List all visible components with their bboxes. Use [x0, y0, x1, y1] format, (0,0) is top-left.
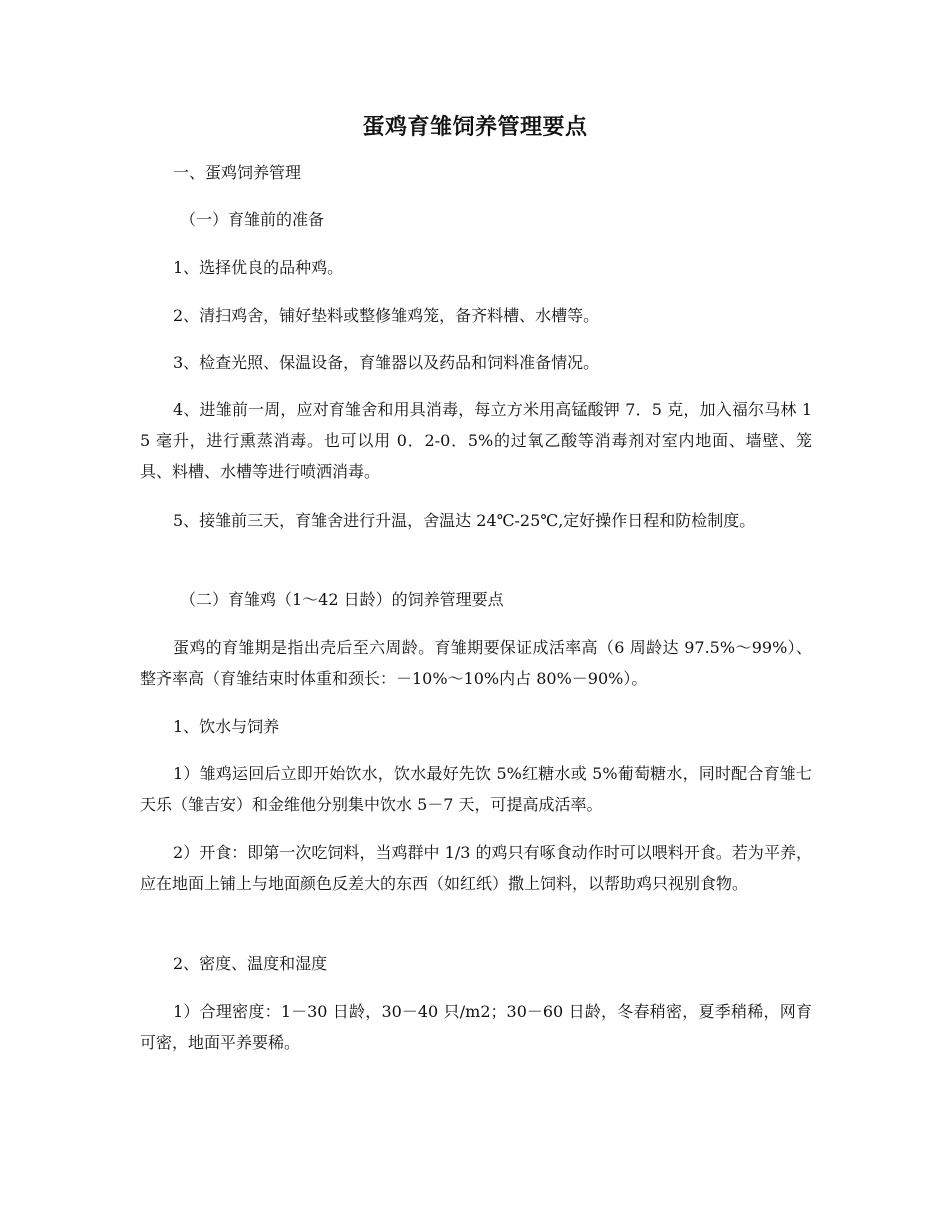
subsection-heading-3: 1、饮水与饲养: [173, 717, 280, 736]
paragraph-3: 3、检查光照、保温设备，育雏器以及药品和饲料准备情况。: [173, 353, 600, 372]
subsection-heading-1: （一）育雏前的准备: [180, 210, 325, 229]
document-title: 蛋鸡育雏饲养管理要点: [362, 114, 588, 140]
paragraph-9: 1）合理密度：1－30 日龄，30－40 只/m2；30－60 日龄，冬春稍密，夏季稍稀，网育可密，地面平养要稀。: [140, 1002, 812, 1052]
subsection-heading-2: （二）育雏鸡（1～42 日龄）的饲养管理要点: [180, 590, 504, 609]
paragraph-7: 1）雏鸡运回后立即开始饮水，饮水最好先饮 5%红糖水或 5%葡萄糖水，同时配合育雏七天乐（雏吉安）和金维他分别集中饮水 5－7 天，可提高成活率。: [140, 764, 812, 814]
paragraph-4: 4、进雏前一周，应对育雏舍和用具消毒，每立方米用高锰酸钾 7．5 克，加入福尔马林 15 毫升，进行熏蒸消毒。也可以用 0．2-0．5%的过氧乙酸等消毒剂对室内地面、墙壁、笼具、料槽、水槽等进行喷洒消毒。: [140, 400, 812, 481]
section-heading-1: 一、蛋鸡饲养管理: [173, 163, 302, 182]
paragraph-1: 1、选择优良的品种鸡。: [173, 258, 344, 277]
paragraph-6: 蛋鸡的育雏期是指出壳后至六周龄。育雏期要保证成活率高（6 周龄达 97.5%～99%）、整齐率高（育雏结束时体重和颈长：－10%～10%内占 80%－90%）。: [140, 638, 812, 688]
paragraph-5: 5、接雏前三天，育雏舍进行升温，舍温达 24℃-25℃,定好操作日程和防检制度。: [173, 511, 756, 530]
subsection-heading-4: 2、密度、温度和湿度: [173, 954, 328, 973]
paragraph-2: 2、清扫鸡舍，铺好垫料或整修雏鸡笼，备齐料槽、水槽等。: [173, 306, 600, 325]
paragraph-8: 2）开食：即第一次吃饲料，当鸡群中 1/3 的鸡只有啄食动作时可以喂料开食。若为平养，应在地面上铺上与地面颜色反差大的东西（如红纸）撒上饲料，以帮助鸡只视别食物。: [140, 843, 812, 893]
